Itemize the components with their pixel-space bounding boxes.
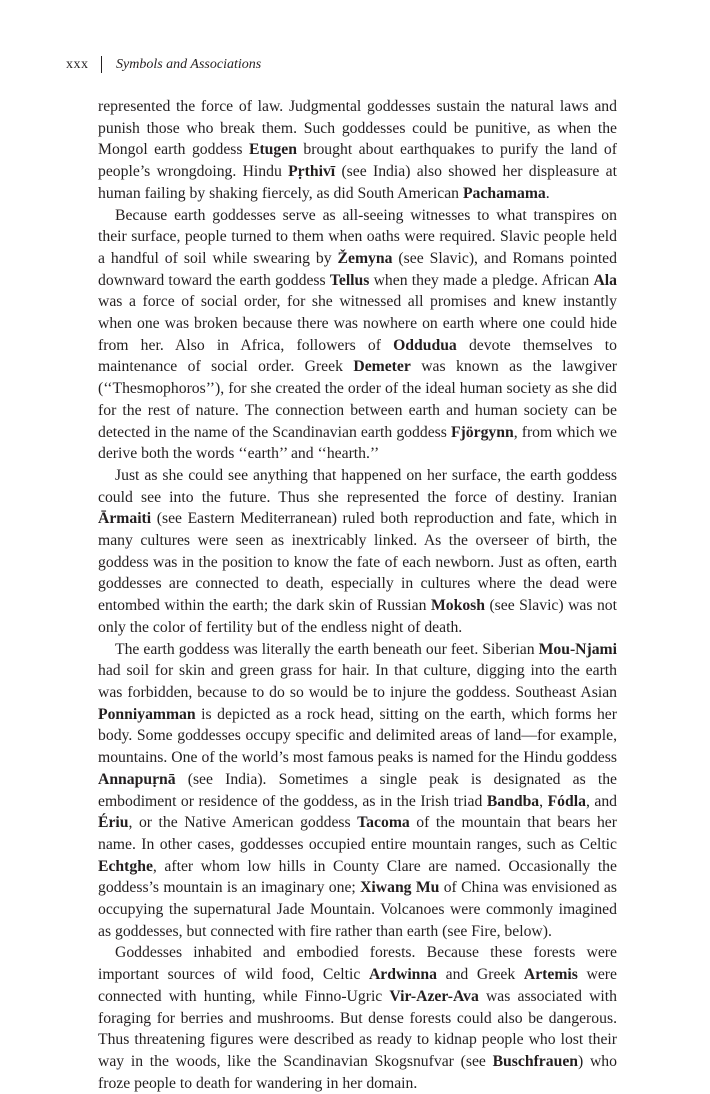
deity-name: Xiwang Mu: [360, 879, 440, 897]
deity-name: Bandba: [486, 792, 540, 810]
deity-name: Ārmaiti: [98, 510, 152, 528]
deity-name: Ériu: [98, 814, 129, 832]
header-divider: [101, 56, 103, 73]
text-run: brought about earthquakes to purify the land of people’s wrongdoing. Hindu: [98, 141, 617, 181]
deity-name: Demeter: [353, 358, 411, 376]
running-head: [66, 56, 261, 73]
text-run: of China was envisioned as occupying the supernatural Jade Mountain. Volcanoes were commonly imagined as goddesses, but connected with fire rather than earth (see Fire, below).: [98, 879, 617, 940]
text-run: Goddesses inhabited and embodied forests. Because these forests were important sources of wild food, Celtic: [98, 944, 617, 984]
deity-name: Ardwinna: [368, 966, 437, 984]
paragraph: [98, 639, 617, 943]
text-run: , after whom low hills in County Clare are named. Occasionally the goddess’s mountain is an imaginary one;: [98, 857, 617, 897]
text-run: , or the Native American goddess: [128, 814, 358, 832]
deity-name: Mou-Njami: [538, 640, 617, 658]
deity-name: Vir-Azer-Ava: [389, 987, 479, 1005]
paragraph: [98, 96, 617, 205]
text-run: ) who froze people to death for wandering in her domain.: [98, 1052, 617, 1092]
body-text: [98, 96, 617, 1094]
text-run: (see India) also showed her displeasure at human failing by shaking fiercely, as did South American: [98, 163, 617, 202]
deity-name: Žemyna: [337, 249, 393, 267]
text-run: Because earth goddesses serve as all-seeing witnesses to what transpires on their surface, people turned to them when oaths were required. Slavic people held a handful of soil while swearing by: [98, 206, 617, 267]
text-run: was associated with foraging for berries and mushrooms. But dense forests could also be dangerous. Thus threatening figures were described as ready to kidnap people who lost their way in the woods, like the Scandinavian Skogsnufvar (see: [98, 987, 617, 1070]
deity-name: Tellus: [329, 271, 370, 289]
text-run: of the mountain that bears her name. In other cases, goddesses occupied entire mountain ranges, such as Celtic: [98, 814, 617, 853]
deity-name: Mokosh: [430, 597, 485, 615]
text-run: (see Eastern Mediterranean) ruled both reproduction and fate, which in many cultures were seen as inextricably linked. As the overseer of birth, the goddess was in the position to know the fate of each newborn. Just as often, earth goddesses are connected to death, especially in cultures where the dead were entombed within the earth; the dark skin of Russian: [98, 510, 617, 615]
text-run: The earth goddess was literally the earth beneath our feet. Siberian: [115, 640, 539, 658]
deity-name: Annapuṛnā: [98, 770, 176, 788]
text-run: is depicted as a rock head, sitting on the earth, which forms her body. Some goddesses occupy specific and delimited areas of land—for example, mountains. One of the world’s most famous peaks is named for the Hindu goddess: [98, 705, 617, 767]
text-run: (see Slavic), and Romans pointed downward toward the earth goddess: [98, 249, 617, 289]
text-run: and Greek: [436, 966, 524, 984]
paragraph: [98, 942, 617, 1094]
deity-name: Ala: [593, 271, 617, 289]
deity-name: Etugen: [248, 141, 297, 159]
deity-name: Fódla: [547, 792, 586, 810]
text-run: when they made a pledge. African: [369, 271, 594, 289]
text-run: .: [545, 184, 550, 202]
paragraph: [98, 205, 617, 465]
text-run: , from which we derive both the words ‘‘earth’’ and ‘‘hearth.’’: [98, 423, 618, 463]
deity-name: Buschfrauen: [492, 1052, 579, 1070]
text-run: was a force of social order, for she witnessed all promises and knew instantly when one was broken because there was nowhere on earth where one could hide from her. Also in Africa, followers of: [98, 293, 617, 354]
deity-name: Oddudua: [393, 336, 457, 354]
section-title: Symbols and Associations: [116, 56, 262, 72]
deity-name: Artemis: [523, 966, 578, 984]
deity-name: Pṛthivī: [288, 163, 336, 181]
page-number: xxx: [66, 56, 89, 72]
text-run: represented the force of law. Judgmental goddesses sustain the natural laws and punish those who break them. Such goddesses could be punitive, as when the Mongol earth goddess: [98, 98, 617, 159]
text-run: , and: [585, 792, 618, 810]
deity-name: Pachamama: [462, 184, 546, 202]
text-run: Just as she could see anything that happened on her surface, the earth goddess could see into the future. Thus she represented the force of destiny. Iranian: [98, 466, 617, 506]
deity-name: Ponniyamman: [98, 705, 196, 723]
text-run: ,: [539, 792, 548, 810]
text-run: devote themselves to maintenance of social order. Greek: [98, 336, 617, 376]
deity-name: Echtghe: [98, 857, 153, 875]
text-run: (see India). Sometimes a single peak is designated as the embodiment or residence of the goddess, as in the Irish triad: [98, 770, 617, 810]
text-run: had soil for skin and green grass for hair. In that culture, digging into the earth was forbidden, because to do so would be to injure the goddess. Southeast Asian: [98, 662, 617, 701]
text-run: was known as the lawgiver (‘‘Thesmophoros’’), for she created the order of the ideal human society as she did for the rest of nature. The connection between earth and human society can be detected in the name of the Scandinavian earth goddess: [98, 358, 618, 441]
text-run: were connected with hunting, while Finno-Ugric: [98, 966, 617, 1005]
deity-name: Tacoma: [357, 814, 410, 832]
deity-name: Fjörgynn: [450, 423, 514, 441]
paragraph: [98, 465, 617, 639]
text-run: (see Slavic) was not only the color of fertility but of the endless night of death.: [98, 597, 617, 636]
